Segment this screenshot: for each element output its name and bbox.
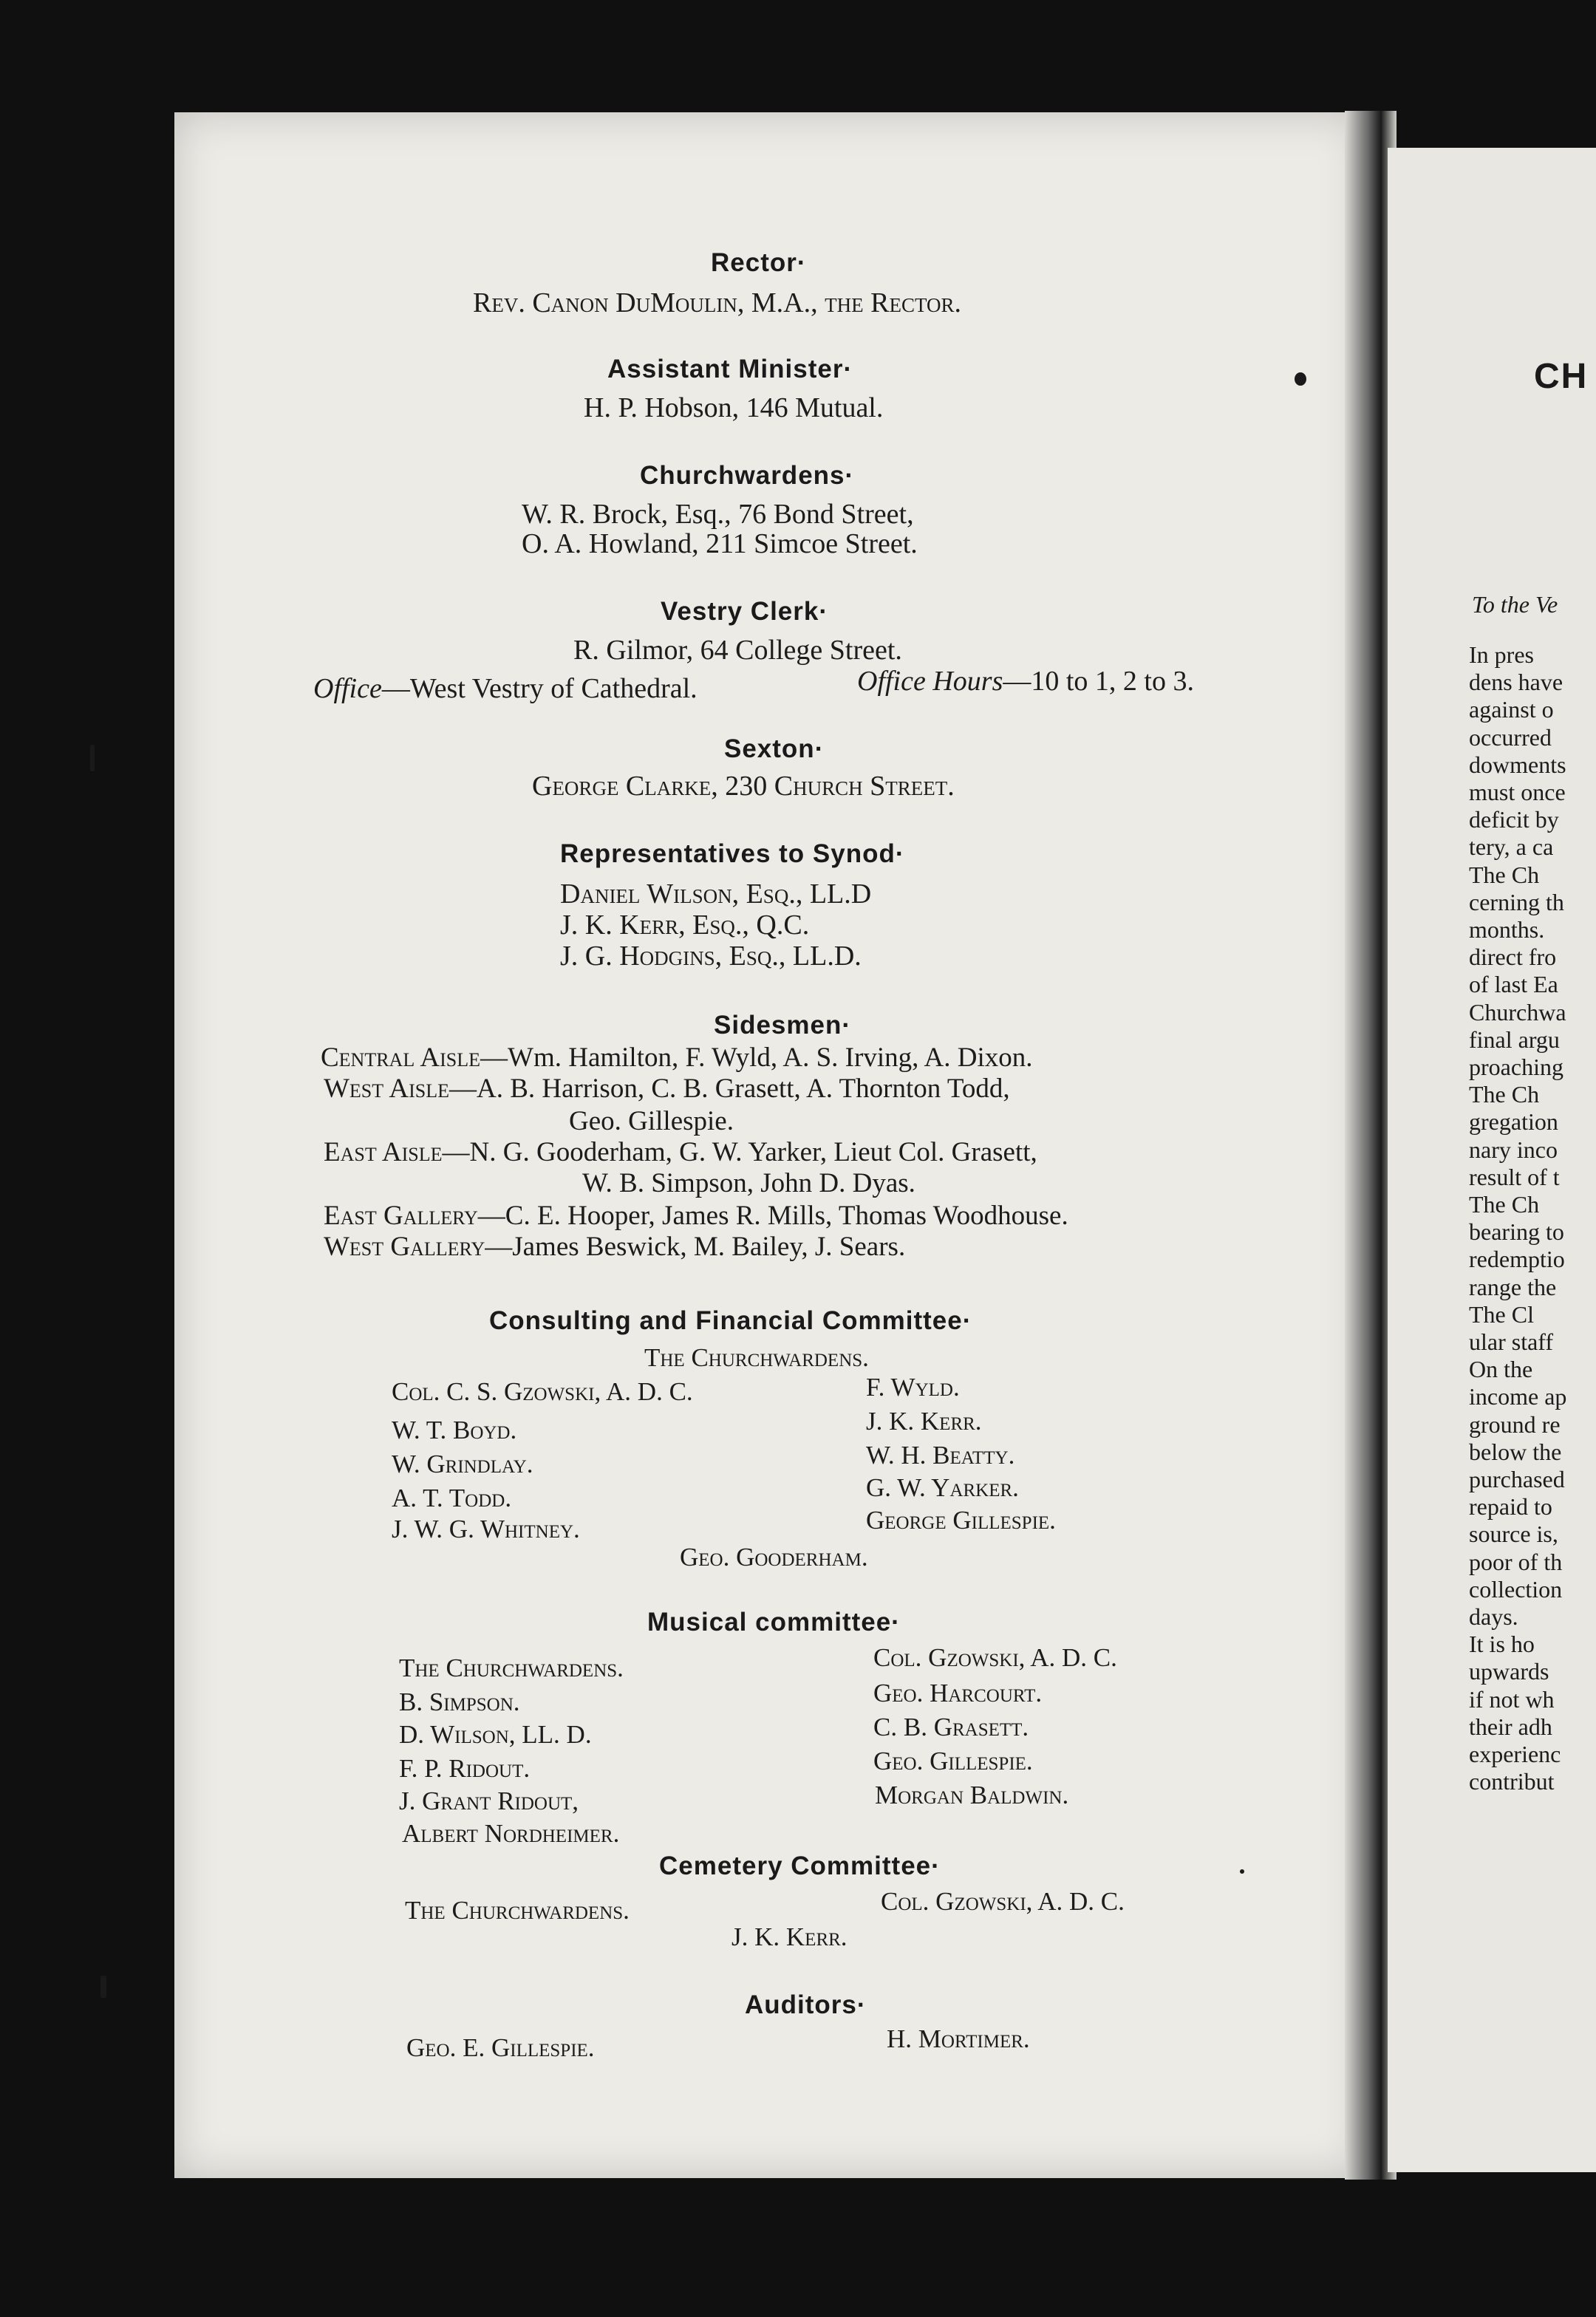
consulting-left-3: W. Grindlay. xyxy=(392,1450,533,1478)
right-page-line: tery, a ca xyxy=(1469,833,1554,860)
right-page-line: gregation xyxy=(1469,1108,1558,1135)
consulting-right-4: G. W. Yarker. xyxy=(866,1473,1019,1502)
right-page-line: purchased xyxy=(1469,1466,1565,1492)
right-page-line: of last Ea xyxy=(1469,971,1558,997)
musical-right-2: Geo. Harcourt. xyxy=(873,1679,1043,1707)
margin-mark xyxy=(100,1976,106,1998)
right-page-line: result of t xyxy=(1469,1164,1560,1190)
right-page-line: income ap xyxy=(1469,1383,1567,1410)
right-page-line: Churchwa xyxy=(1469,999,1566,1026)
sidesmen-text: —James Beswick, M. Bailey, J. Sears. xyxy=(485,1232,906,1262)
margin-mark xyxy=(90,745,95,771)
sidesmen-label: East Gallery xyxy=(324,1201,478,1231)
right-page-line: redemptio xyxy=(1469,1246,1565,1272)
right-page-line: The Ch xyxy=(1469,861,1540,888)
office-line xyxy=(313,672,698,705)
sexton-heading: Sexton· xyxy=(724,734,825,763)
right-page-line: below the xyxy=(1469,1439,1562,1465)
sidesmen-row xyxy=(324,1231,905,1263)
right-page-line: if not wh xyxy=(1469,1686,1555,1713)
consulting-top: The Churchwardens. xyxy=(644,1343,869,1372)
churchwarden-line-2: O. A. Howland, 211 Simcoe Street. xyxy=(522,528,918,559)
office-text: —West Vestry of Cathedral. xyxy=(381,673,698,704)
assistant-minister-line: H. P. Hobson, 146 Mutual. xyxy=(584,392,884,423)
right-page-title: CH xyxy=(1534,357,1589,396)
right-page-line: experienc xyxy=(1469,1741,1561,1767)
right-page-line: The Ch xyxy=(1469,1191,1540,1218)
right-page-line: poor of th xyxy=(1469,1549,1563,1575)
office-label: Office xyxy=(313,673,382,704)
sidesmen-row xyxy=(324,1073,1010,1105)
vestry-clerk-heading: Vestry Clerk· xyxy=(661,597,829,626)
right-page-line: final argu xyxy=(1469,1026,1560,1053)
synod-line-2: J. K. Kerr, Esq., Q.C. xyxy=(560,910,810,941)
sidesmen-row xyxy=(321,1042,1033,1074)
assistant-minister-heading: Assistant Minister· xyxy=(607,355,853,383)
right-page-line: In pres xyxy=(1469,641,1534,668)
sidesmen-row xyxy=(324,1200,1068,1232)
ink-speck xyxy=(1240,1869,1244,1874)
right-page-line: nary inco xyxy=(1469,1136,1558,1163)
sidesmen-label: East Aisle xyxy=(324,1137,443,1167)
cemetery-bottom: J. K. Kerr. xyxy=(732,1922,848,1951)
right-page-line: source is, xyxy=(1469,1521,1558,1547)
right-page-line: On the xyxy=(1469,1356,1533,1382)
right-page-line: repaid to xyxy=(1469,1493,1552,1520)
right-page-line: ular staff xyxy=(1469,1328,1554,1355)
right-page-salutation: To the Ve xyxy=(1472,591,1558,618)
right-page-line: dens have xyxy=(1469,669,1563,695)
office-hours-line xyxy=(857,665,1194,697)
sidesmen-row xyxy=(582,1167,915,1199)
musical-right-4: Geo. Gillespie. xyxy=(873,1747,1033,1775)
right-page-line: The Ch xyxy=(1469,1081,1540,1108)
rector-line: Rev. Canon DuMoulin, M.A., the Rector. xyxy=(473,287,961,318)
synod-line-3: J. G. Hodgins, Esq., LL.D. xyxy=(560,941,862,972)
musical-right-3: C. B. Grasett. xyxy=(873,1713,1029,1741)
auditors-right: H. Mortimer. xyxy=(887,2024,1030,2053)
churchwarden-line-1: W. R. Brock, Esq., 76 Bond Street, xyxy=(522,499,914,530)
sidesmen-label: Central Aisle xyxy=(321,1043,481,1073)
ink-speck xyxy=(1295,372,1306,386)
cemetery-left: The Churchwardens. xyxy=(405,1896,630,1925)
right-page-line: contribut xyxy=(1469,1768,1555,1795)
right-page-line: cerning th xyxy=(1469,889,1564,915)
musical-left-3: D. Wilson, LL. D. xyxy=(399,1720,592,1749)
office-hours-text: —10 to 1, 2 to 3. xyxy=(1003,666,1194,697)
auditors-heading: Auditors· xyxy=(745,1990,867,2019)
churchwardens-heading: Churchwardens· xyxy=(640,461,855,490)
cemetery-heading: Cemetery Committee· xyxy=(659,1852,941,1880)
sidesmen-label: West Aisle xyxy=(324,1074,449,1104)
right-page-line: bearing to xyxy=(1469,1218,1564,1245)
sidesmen-heading: Sidesmen· xyxy=(714,1011,851,1040)
right-page-line: must once xyxy=(1469,779,1566,805)
musical-right-5: Morgan Baldwin. xyxy=(875,1781,1069,1809)
right-page-line: deficit by xyxy=(1469,806,1559,833)
right-page-line: It is ho xyxy=(1469,1631,1535,1657)
right-page-line: range the xyxy=(1469,1274,1557,1300)
sexton-line: George Clarke, 230 Church Street. xyxy=(532,771,955,802)
sidesmen-text: —C. E. Hooper, James R. Mills, Thomas Woodhouse. xyxy=(477,1201,1068,1231)
consulting-left-2: W. T. Boyd. xyxy=(392,1416,517,1444)
vestry-clerk-line: R. Gilmor, 64 College Street. xyxy=(573,635,902,666)
sidesmen-text: —A. B. Harrison, C. B. Grasett, A. Thornton Todd, xyxy=(449,1074,1010,1104)
sidesmen-text: —Wm. Hamilton, F. Wyld, A. S. Irving, A. Dixon. xyxy=(480,1043,1033,1073)
right-page-line: The Cl xyxy=(1469,1301,1534,1328)
right-page-line: months. xyxy=(1469,916,1545,943)
auditors-left: Geo. E. Gillespie. xyxy=(406,2033,595,2062)
sidesmen-label: West Gallery xyxy=(324,1232,485,1262)
consulting-bottom: Geo. Gooderham. xyxy=(680,1543,868,1572)
consulting-right-2: J. K. Kerr. xyxy=(866,1407,982,1436)
right-page-line: occurred xyxy=(1469,724,1552,751)
right-page-line: ground re xyxy=(1469,1411,1561,1438)
right-page-line: collection xyxy=(1469,1576,1563,1603)
musical-left-6: Albert Nordheimer. xyxy=(402,1819,620,1848)
sidesmen-row xyxy=(569,1105,734,1137)
cemetery-right: Col. Gzowski, A. D. C. xyxy=(881,1887,1125,1916)
sidesmen-text: —N. G. Gooderham, G. W. Yarker, Lieut Col. Grasett, xyxy=(442,1137,1037,1167)
office-hours-label: Office Hours xyxy=(857,666,1003,697)
consulting-right-3: W. H. Beatty. xyxy=(866,1441,1015,1470)
consulting-left-1: Col. C. S. Gzowski, A. D. C. xyxy=(392,1377,693,1406)
right-page-line: against o xyxy=(1469,696,1554,723)
musical-left-5: J. Grant Ridout, xyxy=(399,1787,579,1815)
musical-right-1: Col. Gzowski, A. D. C. xyxy=(873,1643,1117,1672)
synod-line-1: Daniel Wilson, Esq., LL.D xyxy=(560,878,872,910)
sidesmen-row xyxy=(324,1136,1037,1168)
right-page-line: dowments xyxy=(1469,751,1566,778)
musical-left-4: F. P. Ridout. xyxy=(399,1754,531,1783)
sidesmen-text: W. B. Simpson, John D. Dyas. xyxy=(582,1168,915,1198)
consulting-left-5: J. W. G. Whitney. xyxy=(392,1515,580,1543)
right-page-line: proaching xyxy=(1469,1054,1563,1080)
consulting-heading: Consulting and Financial Committee· xyxy=(489,1306,972,1335)
consulting-right-5: George Gillespie. xyxy=(866,1506,1056,1535)
consulting-left-4: A. T. Todd. xyxy=(392,1484,512,1512)
musical-heading: Musical committee· xyxy=(647,1608,901,1637)
sidesmen-text: Geo. Gillespie. xyxy=(569,1106,734,1136)
synod-heading: Representatives to Synod· xyxy=(560,839,905,868)
rector-heading: Rector· xyxy=(711,248,807,277)
musical-left-1: The Churchwardens. xyxy=(399,1654,624,1682)
right-page-line: their adh xyxy=(1469,1713,1552,1740)
right-page-line: days. xyxy=(1469,1603,1518,1630)
musical-left-2: B. Simpson. xyxy=(399,1688,520,1716)
consulting-right-1: F. Wyld. xyxy=(866,1373,960,1402)
right-page-line: upwards xyxy=(1469,1658,1549,1685)
right-page-line: direct fro xyxy=(1469,943,1557,970)
